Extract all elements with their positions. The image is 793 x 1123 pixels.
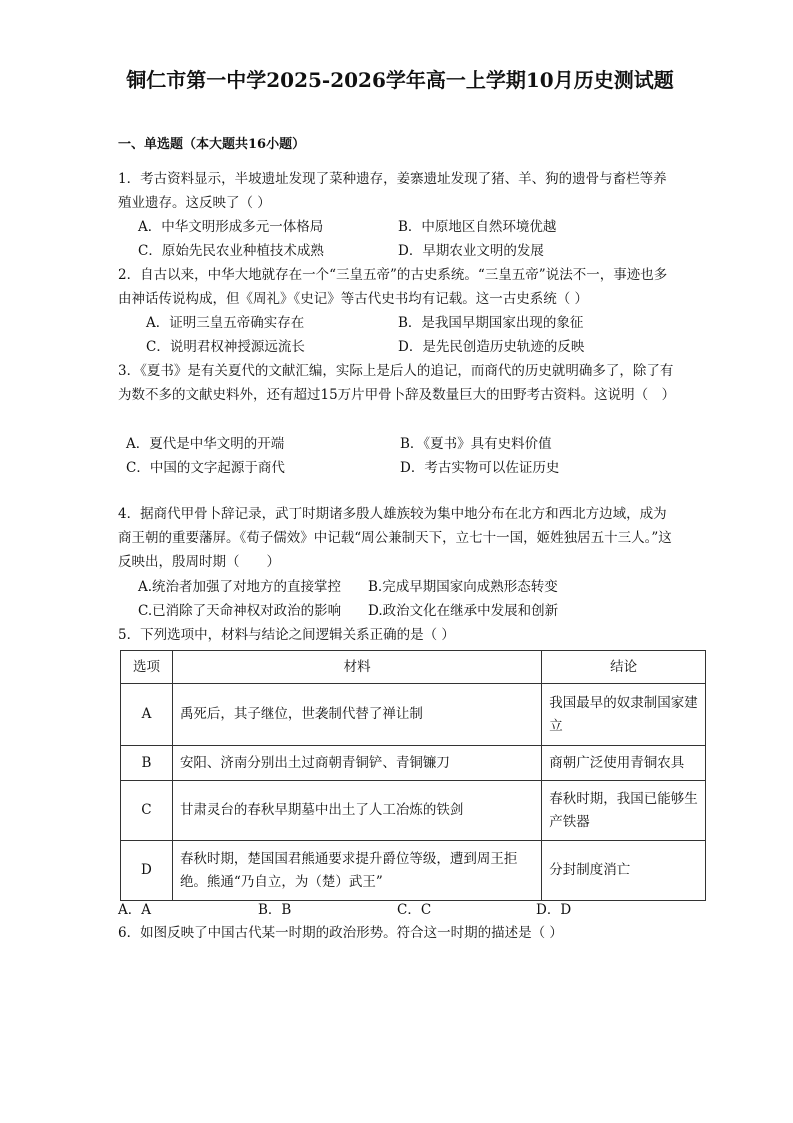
question-2-option-a: A．证明三皇五帝确实存在 [146,315,305,331]
table-header-cell: 选项 [121,651,173,684]
question-1-option-c: C．原始先民农业种植技术成熟 [138,243,324,259]
table-row [121,684,706,746]
question-1-option-b: B．中原地区自然环境优越 [398,219,557,235]
question-3-option-c: C．中国的文字起源于商代 [126,460,285,476]
question-1-stem: 1．考古资料显示，半坡遗址发现了菜种遗存，姜寨遗址发现了猪、羊、狗的遗骨与畜栏等养殖业遗存。这反映了（ ） [118,171,667,211]
question-4-option-b: B.完成早期国家向成熟形态转变 [368,579,558,595]
table-cell-material: 禹死后，其子继位，世袭制代替了禅让制 [172,684,541,746]
table-cell-conclusion: 我国最早的奴隶制国家建立 [542,684,706,746]
table-cell-option: A [121,684,173,746]
question-3-stem: 3．《夏书》是有关夏代的文献汇编，实际上是后人的追记，而商代的历史就明确多了，除了有为数不多的文献史料外，还有超过15万片甲骨卜辞及数量巨大的田野考古资料。这说明（ ） [118,363,676,403]
table-cell-conclusion: 春秋时期，我国已能够生产铁器 [542,781,706,841]
question-5-option-a: A．A [118,902,151,918]
table-cell-conclusion: 分封制度消亡 [542,841,706,901]
table-cell-material: 春秋时期，楚国国君熊通要求提升爵位等级，遭到周王拒绝。熊通“乃自立，为（楚）武王” [172,841,541,901]
question-2-stem: 2．自古以来，中华大地就存在一个“三皇五帝”的古史系统。“三皇五帝”说法不一，事迹也多由神话传说构成，但《周礼》《史记》等古代史书均有记载。这一古史系统（ ） [118,267,668,307]
question-2-option-c: C．说明君权神授源远流长 [146,339,305,355]
table-header-cell: 结论 [542,651,706,684]
table-header-row [121,651,706,684]
question-6-stem: 6．如图反映了中国古代某一时期的政治形势。符合这一时期的描述是（ ） [118,925,563,941]
table-row [121,746,706,781]
question-4-option-a: A.统治者加强了对地方的直接掌控 [138,579,342,595]
table-header-cell: 材料 [172,651,541,684]
table-cell-conclusion: 商朝广泛使用青铜农具 [542,746,706,781]
table-row [121,781,706,841]
table-cell-material: 安阳、济南分别出土过商朝青铜铲、青铜镰刀 [172,746,541,781]
question-5-stem: 5．下列选项中，材料与结论之间逻辑关系正确的是（ ） [118,627,455,643]
question-5-table [120,650,706,901]
table-cell-option: D [121,841,173,901]
question-2-option-d: D．是先民创造历史轨迹的反映 [398,339,585,355]
question-5-option-b: B．B [258,902,292,918]
question-3-option-d: D．考古实物可以佐证历史 [400,460,560,476]
table-cell-material: 甘肃灵台的春秋早期墓中出土了人工冶炼的铁剑 [172,781,541,841]
question-1-option-a: A．中华文明形成多元一体格局 [138,219,324,235]
question-4-option-c: C.已消除了天命神权对政治的影响 [138,603,342,619]
page-title: 铜仁市第一中学2025-2026学年高一上学期10月历史测试题 [126,68,674,92]
question-4-stem: 4．据商代甲骨卜辞记录，武丁时期诸多殷人雄族较为集中地分布在北方和西北方边域，成为商王朝的重要藩屏。《荀子儒效》中记载“周公兼制天下，立七十一国，姬姓独居五十三人。”这反映出，殷周时期（ ） [118,506,672,570]
table-row [121,841,706,901]
table-cell-option: B [121,746,173,781]
question-4-option-d: D.政治文化在继承中发展和创新 [368,603,559,619]
table-cell-option: C [121,781,173,841]
question-5-option-c: C．C [397,902,432,918]
question-2-option-b: B．是我国早期国家出现的象征 [398,315,584,331]
question-3-option-a: A．夏代是中华文明的开端 [126,436,285,452]
question-1-option-d: D．早期农业文明的发展 [398,243,544,259]
section-heading: 一、单选题（本大题共16小题） [118,137,306,152]
question-3-option-b: B．《夏书》具有史料价值 [400,436,552,452]
question-5-option-d: D．D [536,902,572,918]
